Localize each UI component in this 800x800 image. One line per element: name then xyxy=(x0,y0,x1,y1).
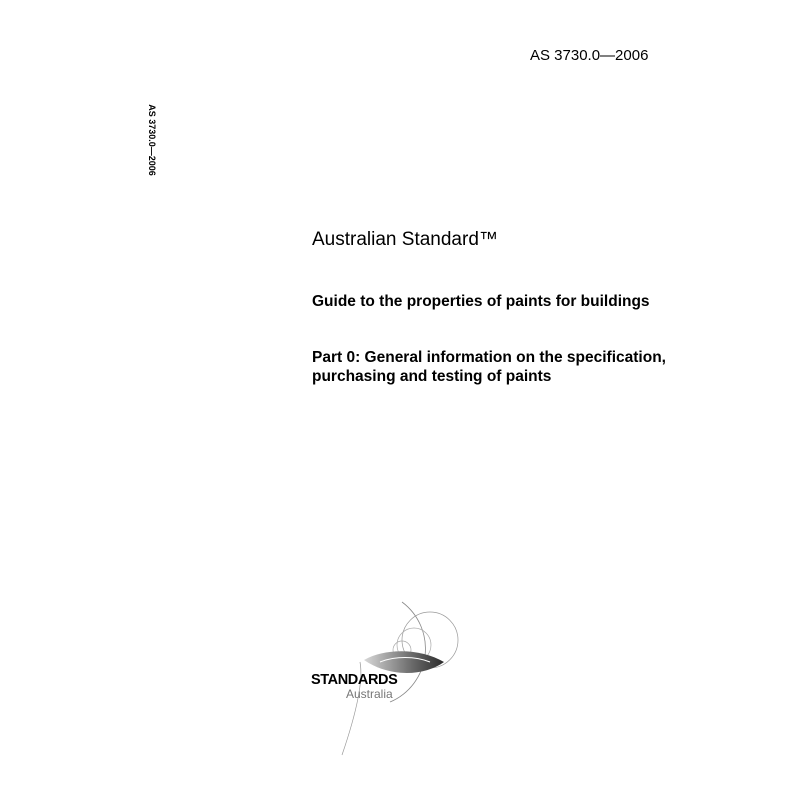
document-part-title: Part 0: General information on the specification, purchasing and testing of paints xyxy=(312,349,666,385)
logo-wordmark: STANDARDS xyxy=(311,672,398,688)
document-number: AS 3730.0—2006 xyxy=(530,47,649,64)
standard-type-heading: Australian Standard™ xyxy=(312,229,498,250)
logo-subtext: Australia xyxy=(346,687,393,701)
spine-document-number: AS 3730.0—2006 xyxy=(147,104,157,176)
document-title: Guide to the properties of paints for buildings xyxy=(312,293,650,310)
